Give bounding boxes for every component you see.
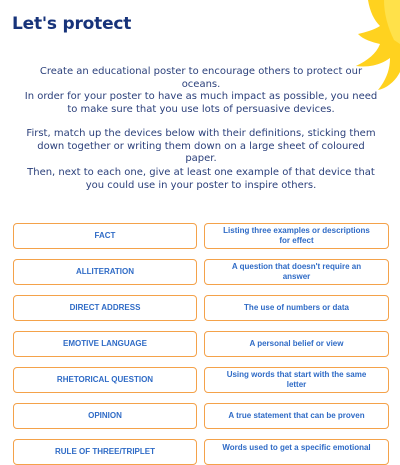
- definition-label: Listing three examples or descriptions for effect: [223, 226, 370, 245]
- device-card[interactable]: [13, 403, 197, 429]
- definition-label: A true statement that can be proven: [228, 411, 365, 420]
- device-card[interactable]: [13, 259, 197, 285]
- device-card[interactable]: [13, 295, 197, 321]
- definition-label: Words used to get a specific emotional: [222, 443, 371, 452]
- definition-card[interactable]: [204, 223, 389, 249]
- definition-label: Using words that start with the same letter: [226, 370, 367, 389]
- device-label: RULE OF THREE/TRIPLET: [55, 447, 155, 456]
- intro-paragraph-2: In order for your poster to have as much impact as possible, you need to make sure that you use lots of persuasive devices.: [24, 91, 378, 115]
- definition-label: A personal belief or view: [249, 339, 344, 348]
- definition-label: A question that doesn't require an answer: [231, 262, 362, 281]
- definition-card[interactable]: [204, 403, 389, 429]
- device-card[interactable]: [13, 367, 197, 393]
- page-title: Let's protect: [12, 14, 132, 34]
- device-card[interactable]: [13, 331, 197, 357]
- device-label: EMOTIVE LANGUAGE: [62, 339, 147, 348]
- intro-paragraph-4: Then, next to each one, give at least one example of that device that you could use in your poster to inspire others.: [27, 167, 375, 191]
- definition-card[interactable]: [204, 259, 389, 285]
- device-label: RHETORICAL QUESTION: [56, 375, 154, 384]
- definition-card[interactable]: [204, 331, 389, 357]
- definition-card[interactable]: [204, 439, 389, 465]
- device-label: FACT: [94, 231, 116, 240]
- device-card[interactable]: [13, 439, 197, 465]
- definition-card[interactable]: [204, 295, 389, 321]
- intro-paragraph-1: Create an educational poster to encourage others to protect our oceans.: [39, 66, 363, 90]
- device-card[interactable]: [13, 223, 197, 249]
- device-label: DIRECT ADDRESS: [69, 303, 141, 312]
- definition-label: The use of numbers or data: [244, 303, 349, 312]
- device-label: OPINION: [88, 411, 122, 420]
- device-label: ALLITERATION: [75, 267, 135, 276]
- definition-card[interactable]: [204, 367, 389, 393]
- intro-paragraph-3: First, match up the devices below with their definitions, sticking them down together or writing them down on a large sheet of coloured paper.: [26, 128, 376, 164]
